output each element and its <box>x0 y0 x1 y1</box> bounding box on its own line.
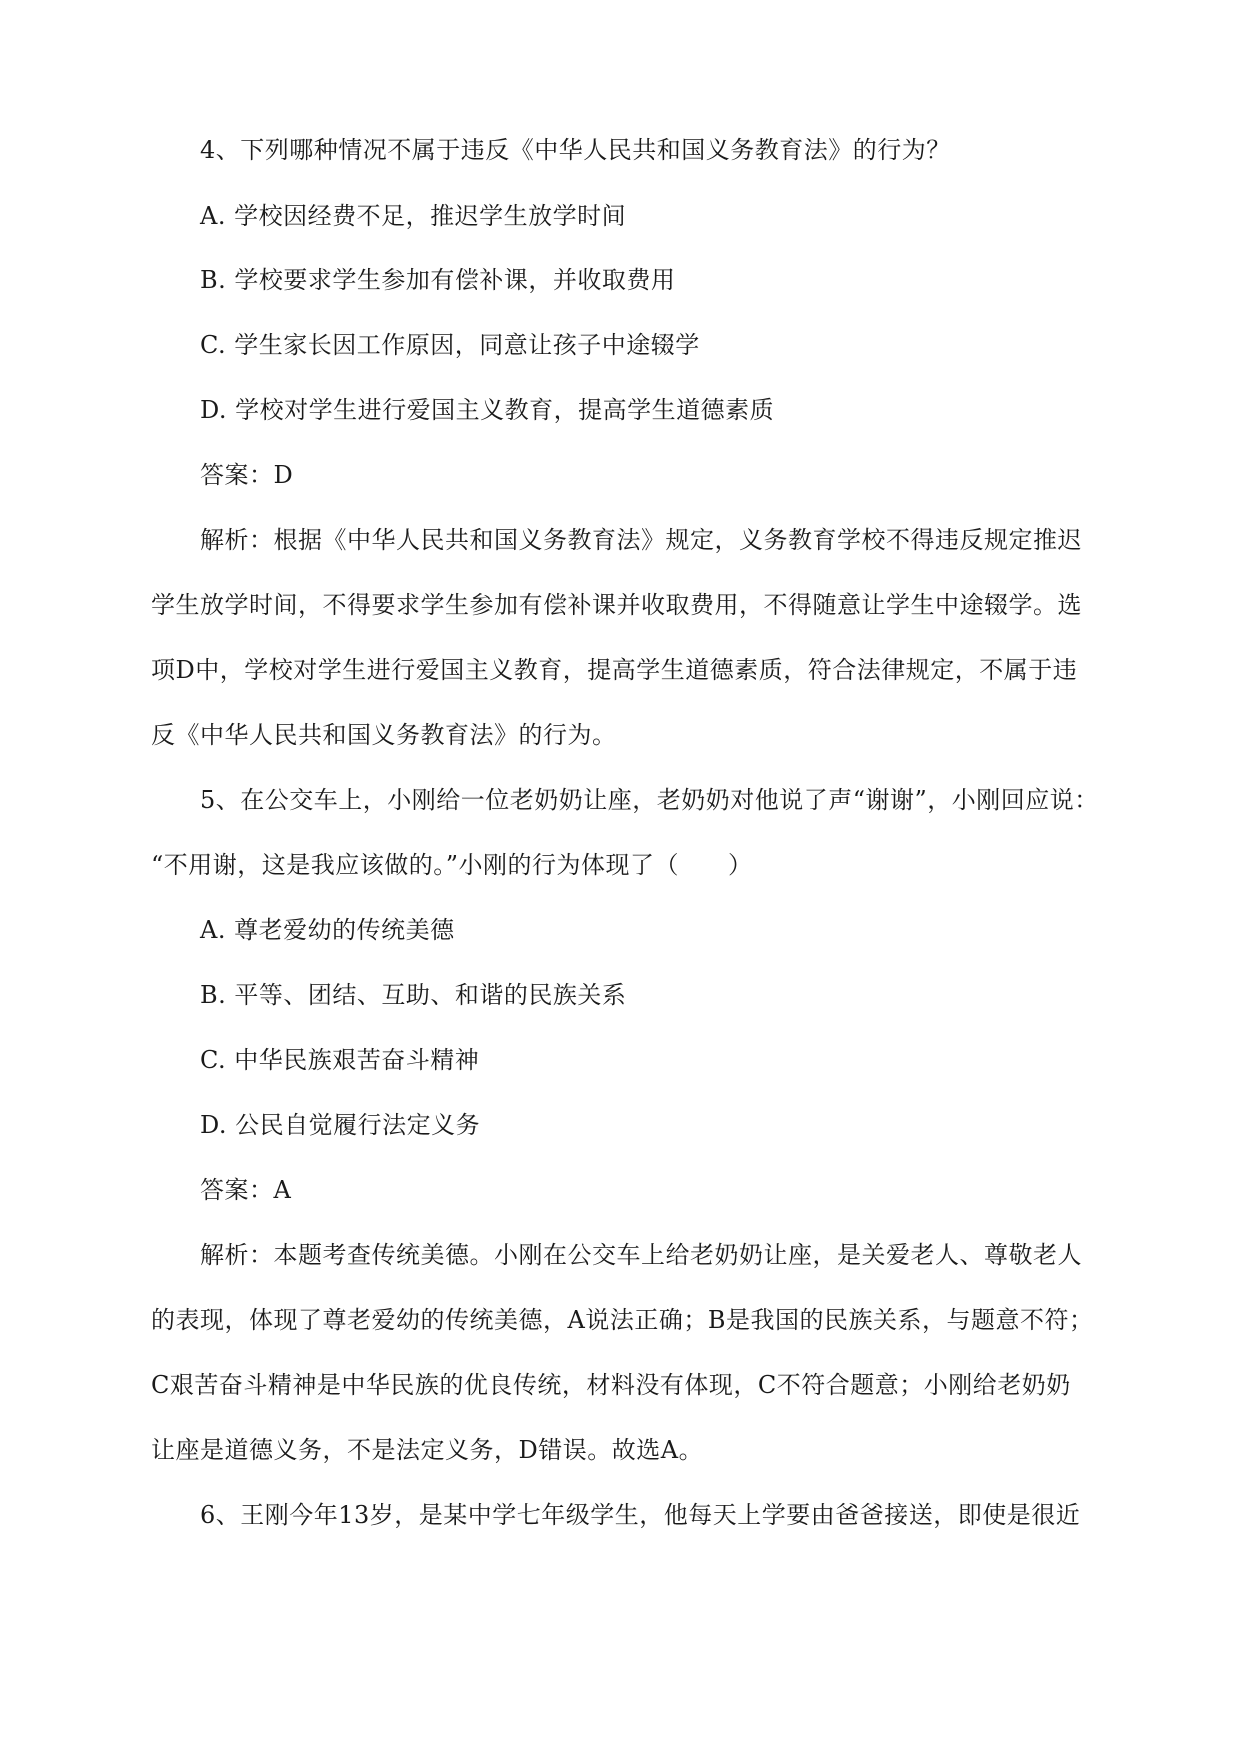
question-5-answer: 答案：A <box>200 1176 292 1204</box>
question-5-option-b: B. 平等、团结、互助、和谐的民族关系 <box>200 981 627 1009</box>
question-4-option-d: D. 学校对学生进行爱国主义教育，提高学生道德素质 <box>200 396 775 424</box>
question-4-option-b: B. 学校要求学生参加有偿补课，并收取费用 <box>200 266 676 294</box>
question-5-option-c: C. 中华民族艰苦奋斗精神 <box>200 1046 480 1074</box>
question-5-analysis-line-1: 解析：本题考查传统美德。小刚在公交车上给老奶奶让座，是关爱老人、尊敬老人 <box>200 1241 1082 1269</box>
question-4-option-a: A. 学校因经费不足，推迟学生放学时间 <box>200 202 627 230</box>
question-4-analysis-line-3: 项D中，学校对学生进行爱国主义教育，提高学生道德素质，符合法律规定，不属于违 <box>151 656 1078 684</box>
question-5-option-a: A. 尊老爱幼的传统美德 <box>200 916 455 944</box>
question-4-option-c: C. 学生家长因工作原因，同意让孩子中途辍学 <box>200 331 700 359</box>
question-5-analysis-line-3: C艰苦奋斗精神是中华民族的优良传统，材料没有体现，C不符合题意；小刚给老奶奶 <box>151 1371 1071 1399</box>
question-5-stem-line-1: 5、在公交车上，小刚给一位老奶奶让座，老奶奶对他说了声“谢谢”，小刚回应说： <box>200 786 1099 814</box>
question-4-stem: 4、下列哪种情况不属于违反《中华人民共和国义务教育法》的行为？ <box>200 136 951 164</box>
question-5-analysis-line-2: 的表现，体现了尊老爱幼的传统美德，A说法正确；B是我国的民族关系，与题意不符； <box>151 1306 1094 1334</box>
question-6-stem-line-1: 6、王刚今年13岁，是某中学七年级学生，他每天上学要由爸爸接送，即使是很近 <box>200 1501 1081 1529</box>
question-5-stem-line-2: “不用谢，这是我应该做的。”小刚的行为体现了（ ） <box>151 851 753 879</box>
question-5-analysis-line-4: 让座是道德义务，不是法定义务，D错误。故选A。 <box>151 1436 704 1464</box>
question-4-answer: 答案：D <box>200 461 294 489</box>
question-4-analysis-line-1: 解析：根据《中华人民共和国义务教育法》规定，义务教育学校不得违反规定推迟 <box>200 526 1082 554</box>
question-4-analysis-line-2: 学生放学时间，不得要求学生参加有偿补课并收取费用，不得随意让学生中途辍学。选 <box>151 591 1082 619</box>
question-5-option-d: D. 公民自觉履行法定义务 <box>200 1111 481 1139</box>
question-4-analysis-line-4: 反《中华人民共和国义务教育法》的行为。 <box>151 721 617 749</box>
